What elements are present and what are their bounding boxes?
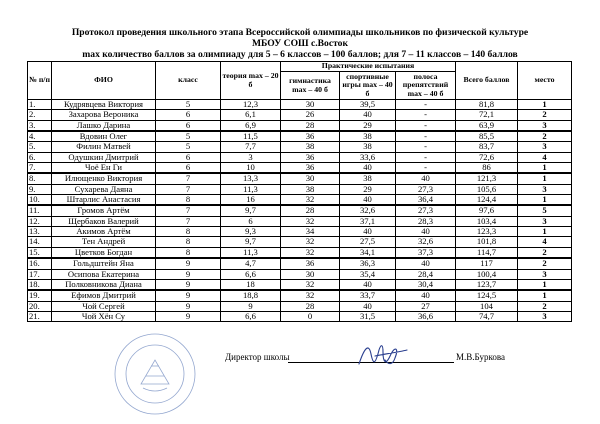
table-row [28,195,572,206]
cell-obstacle: - [396,142,456,152]
cell-obstacle: 30,4 [396,279,456,290]
cell-obstacle: 28,3 [396,216,456,226]
cell-name: Илющенко Виктория [52,173,156,184]
cell-sport: 31,5 [340,311,396,321]
cell-class: 6 [156,152,221,162]
cell-total: 63,9 [456,120,518,131]
cell-total: 83,7 [456,142,518,152]
cell-class: 8 [156,227,221,237]
cell-obstacle: 27 [396,301,456,311]
cell-obstacle: 37,3 [396,247,456,258]
school-stamp [113,332,197,416]
cell-num: 6. [28,152,52,162]
table-row [28,269,572,279]
cell-gym: 38 [281,184,340,194]
cell-class: 7 [156,173,221,184]
cell-theory: 6 [221,216,281,226]
cell-sport: 39,5 [340,100,396,110]
cell-place: 1 [518,173,572,184]
cell-name: Захарова Вероника [52,110,156,120]
cell-place: 4 [518,152,572,162]
cell-class: 6 [156,110,221,120]
cell-num: 17. [28,269,52,279]
cell-theory: 3 [221,152,281,162]
cell-class: 9 [156,290,221,301]
cell-class: 7 [156,205,221,216]
cell-total: 85,5 [456,131,518,142]
cell-obstacle: - [396,120,456,131]
school-name: МБОУ СОШ с.Восток [251,38,349,49]
cell-theory: 6,6 [221,269,281,279]
cell-sport: 38 [340,142,396,152]
cell-theory: 6,6 [221,311,281,321]
cell-class: 9 [156,269,221,279]
cell-sport: 37,1 [340,216,396,226]
table-row [28,110,572,120]
cell-obstacle: 36,4 [396,195,456,206]
cell-class: 7 [156,216,221,226]
header-theory: теория max – 20 б [221,62,281,100]
cell-obstacle: 36,6 [396,311,456,321]
cell-class: 6 [156,120,221,131]
cell-total: 74,7 [456,311,518,321]
cell-num: 11. [28,205,52,216]
cell-place: 4 [518,237,572,247]
cell-total: 114,7 [456,247,518,258]
cell-total: 124,5 [456,290,518,301]
cell-place: 1 [518,279,572,290]
cell-gym: 30 [281,173,340,184]
cell-name: Чоё Ен Ги [52,163,156,174]
cell-total: 97,6 [456,205,518,216]
cell-theory: 11,3 [221,247,281,258]
cell-sport: 29 [340,120,396,131]
cell-place: 5 [518,205,572,216]
cell-sport: 40 [340,301,396,311]
cell-num: 9. [28,184,52,194]
cell-gym: 32 [281,279,340,290]
cell-obstacle: 40 [396,227,456,237]
table-row [28,120,572,131]
cell-class: 7 [156,184,221,194]
cell-gym: 32 [281,195,340,206]
cell-gym: 30 [281,269,340,279]
cell-name: Громов Артём [52,205,156,216]
cell-class: 5 [156,131,221,142]
cell-gym: 36 [281,258,340,269]
cell-theory: 16 [221,195,281,206]
cell-class: 5 [156,100,221,110]
table-row [28,279,572,290]
cell-name: Лашко Дарина [52,120,156,131]
cell-sport: 35,4 [340,269,396,279]
cell-num: 3. [28,120,52,131]
cell-num: 14. [28,237,52,247]
cell-num: 7. [28,163,52,174]
cell-place: 3 [518,311,572,321]
cell-obstacle: 27,3 [396,184,456,194]
cell-place: 3 [518,142,572,152]
cell-sport: 33,6 [340,152,396,162]
cell-total: 121,3 [456,173,518,184]
cell-name: Вдовин Олег [52,131,156,142]
table-row [28,227,572,237]
cell-num: 1. [28,100,52,110]
cell-gym: 0 [281,311,340,321]
document-title: Протокол проведения школьного этапа Всероссийской олимпиады школьников по физической культуре [71,27,529,38]
cell-obstacle: 27,3 [396,205,456,216]
cell-theory: 12,3 [221,100,281,110]
cell-total: 117 [456,258,518,269]
cell-total: 103,4 [456,216,518,226]
cell-total: 81,8 [456,100,518,110]
table-row [28,152,572,162]
cell-place: 1 [518,195,572,206]
cell-class: 9 [156,311,221,321]
header-total: Всего баллов [456,62,518,100]
cell-theory: 10 [221,163,281,174]
cell-name: Тен Андрей [52,237,156,247]
cell-theory: 9,7 [221,237,281,247]
table-row [28,216,572,226]
cell-sport: 40 [340,279,396,290]
cell-name: Акимов Артём [52,227,156,237]
cell-obstacle: - [396,152,456,162]
cell-class: 6 [156,163,221,174]
cell-class: 5 [156,142,221,152]
cell-name: Ефимов Дмитрий [52,290,156,301]
header-num: № п/п [28,62,52,100]
cell-total: 105,6 [456,184,518,194]
cell-class: 9 [156,279,221,290]
cell-gym: 36 [281,152,340,162]
cell-sport: 33,7 [340,290,396,301]
cell-sport: 32,6 [340,205,396,216]
cell-class: 8 [156,247,221,258]
cell-place: 1 [518,290,572,301]
cell-obstacle: 40 [396,173,456,184]
header-practical: Практические испытания [281,62,456,72]
director-signature [355,340,411,372]
cell-sport: 38 [340,131,396,142]
cell-place: 2 [518,131,572,142]
table-row [28,258,572,269]
cell-place: 1 [518,100,572,110]
cell-theory: 18 [221,279,281,290]
cell-gym: 32 [281,290,340,301]
cell-place: 3 [518,216,572,226]
cell-num: 4. [28,131,52,142]
cell-obstacle: 40 [396,258,456,269]
cell-name: Штарлис Анастасия [52,195,156,206]
cell-num: 21. [28,311,52,321]
cell-obstacle: - [396,110,456,120]
results-table [27,61,572,322]
cell-name: Осипова Екатерина [52,269,156,279]
cell-gym: 34 [281,227,340,237]
cell-theory: 9,3 [221,227,281,237]
cell-obstacle: - [396,100,456,110]
cell-theory: 7,7 [221,142,281,152]
header-obstacle: полоса препятствий max – 40 б [396,72,456,100]
cell-sport: 38 [340,173,396,184]
director-label: Директор школы [225,352,290,362]
cell-theory: 4,7 [221,258,281,269]
cell-place: 2 [518,301,572,311]
cell-num: 2. [28,110,52,120]
cell-name: Полковникова Диана [52,279,156,290]
cell-name: Гольдштейн Яна [52,258,156,269]
cell-obstacle: 40 [396,290,456,301]
cell-theory: 11,5 [221,131,281,142]
cell-place: 3 [518,269,572,279]
header-gym: гимнастика max – 40 б [281,72,340,100]
cell-place: 1 [518,163,572,174]
cell-theory: 6,9 [221,120,281,131]
cell-theory: 9 [221,301,281,311]
cell-sport: 29 [340,184,396,194]
cell-num: 16. [28,258,52,269]
header-name: ФИО [52,62,156,100]
cell-theory: 18,8 [221,290,281,301]
table-row [28,163,572,174]
cell-num: 19. [28,290,52,301]
cell-total: 123,7 [456,279,518,290]
header-place: место [518,62,572,100]
table-row [28,131,572,142]
cell-sport: 36,3 [340,258,396,269]
cell-sport: 40 [340,195,396,206]
cell-gym: 36 [281,131,340,142]
cell-gym: 32 [281,216,340,226]
cell-sport: 40 [340,227,396,237]
cell-place: 3 [518,184,572,194]
header-sport: спортивные игры max – 40 б [340,72,396,100]
table-row [28,247,572,258]
table-row [28,290,572,301]
cell-num: 12. [28,216,52,226]
cell-num: 15. [28,247,52,258]
table-row [28,184,572,194]
cell-gym: 32 [281,247,340,258]
table-row [28,237,572,247]
cell-gym: 28 [281,120,340,131]
cell-obstacle: - [396,131,456,142]
cell-name: Одушкин Дмитрий [52,152,156,162]
table-row [28,173,572,184]
cell-place: 2 [518,247,572,258]
cell-obstacle: - [396,163,456,174]
cell-place: 2 [518,258,572,269]
cell-total: 72,1 [456,110,518,120]
cell-theory: 13,3 [221,173,281,184]
cell-gym: 28 [281,301,340,311]
director-name: М.В.Буркова [456,352,505,362]
cell-sport: 40 [340,163,396,174]
table-row [28,100,572,110]
cell-name: Цветков Богдан [52,247,156,258]
cell-name: Кудрявцева Виктория [52,100,156,110]
cell-gym: 26 [281,110,340,120]
cell-gym: 28 [281,205,340,216]
cell-class: 8 [156,195,221,206]
table-row [28,205,572,216]
cell-name: Щербаков Валерий [52,216,156,226]
cell-name: Филин Матвей [52,142,156,152]
cell-theory: 9,7 [221,205,281,216]
cell-gym: 32 [281,237,340,247]
max-points-note: max количество баллов за олимпиаду для 5 – 6 классов – 100 баллов; для 7 – 11 классов – 140 баллов [82,49,518,60]
cell-total: 100,4 [456,269,518,279]
cell-obstacle: 28,4 [396,269,456,279]
table-row [28,311,572,321]
cell-num: 8. [28,173,52,184]
cell-num: 13. [28,227,52,237]
cell-place: 3 [518,120,572,131]
cell-theory: 11,3 [221,184,281,194]
cell-total: 101,8 [456,237,518,247]
header-class: класс [156,62,221,100]
cell-num: 20. [28,301,52,311]
cell-sport: 40 [340,110,396,120]
cell-total: 124,4 [456,195,518,206]
cell-class: 9 [156,258,221,269]
cell-name: Сухарева Даяна [52,184,156,194]
cell-total: 86 [456,163,518,174]
table-row [28,142,572,152]
cell-theory: 6,1 [221,110,281,120]
table-row [28,301,572,311]
cell-obstacle: 32,6 [396,237,456,247]
cell-gym: 30 [281,100,340,110]
cell-gym: 36 [281,163,340,174]
cell-total: 72,6 [456,152,518,162]
cell-num: 5. [28,142,52,152]
cell-place: 1 [518,227,572,237]
cell-place: 2 [518,110,572,120]
cell-total: 104 [456,301,518,311]
cell-total: 123,3 [456,227,518,237]
cell-class: 8 [156,237,221,247]
cell-num: 18. [28,279,52,290]
cell-name: Чой Хён Су [52,311,156,321]
cell-gym: 38 [281,142,340,152]
cell-class: 9 [156,301,221,311]
cell-sport: 34,1 [340,247,396,258]
cell-sport: 27,5 [340,237,396,247]
cell-name: Чой Сергей [52,301,156,311]
cell-num: 10. [28,195,52,206]
